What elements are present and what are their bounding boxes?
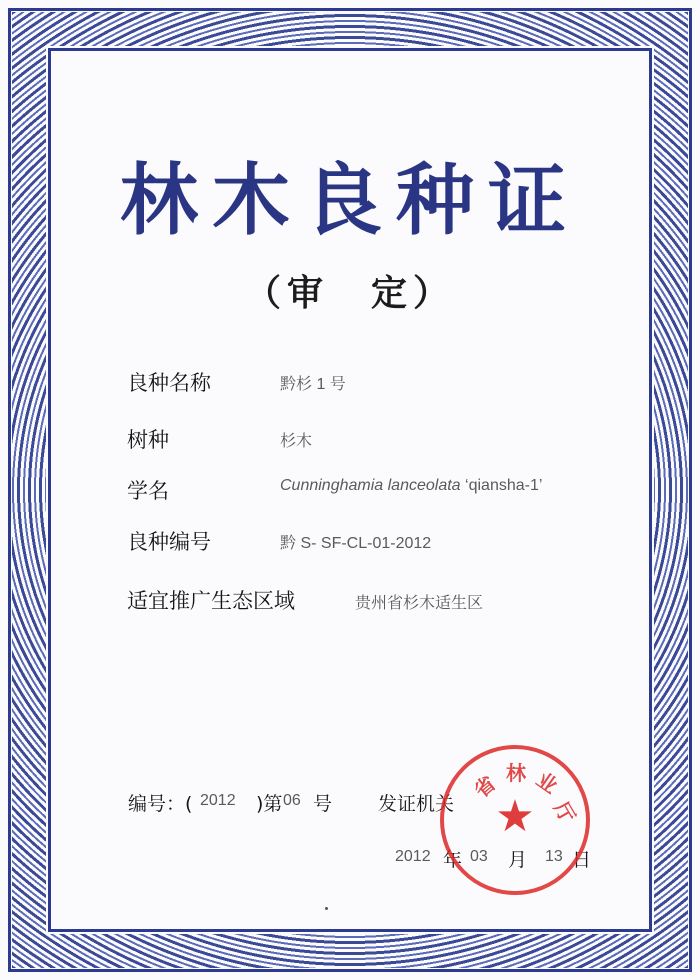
cert-number-label: 编号：( bbox=[128, 793, 193, 815]
cert-number-value: 06 bbox=[283, 792, 301, 809]
cert-number-year: 2012 bbox=[200, 792, 236, 809]
ecological-region-label: 适宜推广生态区域 bbox=[127, 589, 295, 613]
issue-date-month: 03 bbox=[470, 848, 488, 865]
scientific-name-genus: Cunninghamia lanceolata bbox=[280, 477, 461, 494]
issue-date-year: 2012 bbox=[395, 848, 431, 865]
issue-date-day: 13 bbox=[545, 848, 563, 865]
scientific-name-value bbox=[280, 477, 542, 495]
seal-char-4: 厅 bbox=[549, 797, 581, 827]
variety-name-label: 良种名称 bbox=[127, 371, 211, 395]
certificate-title: 林木良种证 bbox=[119, 156, 580, 246]
variety-code-value: 黔 S- SF-CL-01-2012 bbox=[280, 535, 432, 552]
tree-species-value: 杉木 bbox=[280, 433, 313, 450]
cert-number-mid: )第 bbox=[256, 793, 283, 815]
issue-date-year-label: 年 bbox=[443, 849, 463, 871]
issuer-label: 发证机关 bbox=[378, 793, 455, 815]
issue-date-day-label: 日 bbox=[572, 849, 592, 871]
seal-char-2: 林 bbox=[506, 761, 526, 785]
star-icon: ★ bbox=[495, 791, 535, 842]
seal-char-1: 省 bbox=[469, 771, 501, 803]
tree-species-label: 树种 bbox=[127, 428, 169, 452]
scientific-name-cultivar: ‘qiansha-1’ bbox=[465, 477, 543, 494]
scientific-name-label: 学名 bbox=[127, 479, 169, 503]
variety-code-label: 良种编号 bbox=[127, 530, 211, 554]
variety-name-value: 黔杉 1 号 bbox=[280, 376, 346, 393]
issue-date-month-label: 月 bbox=[508, 849, 528, 871]
ecological-region-value: 贵州省杉木适生区 bbox=[355, 595, 484, 612]
ink-dot bbox=[325, 907, 328, 910]
official-seal bbox=[440, 745, 590, 895]
seal-char-3: 业 bbox=[532, 767, 563, 799]
cert-number-suffix: 号 bbox=[313, 793, 333, 815]
certificate-subtitle: （审 定） bbox=[244, 273, 455, 314]
